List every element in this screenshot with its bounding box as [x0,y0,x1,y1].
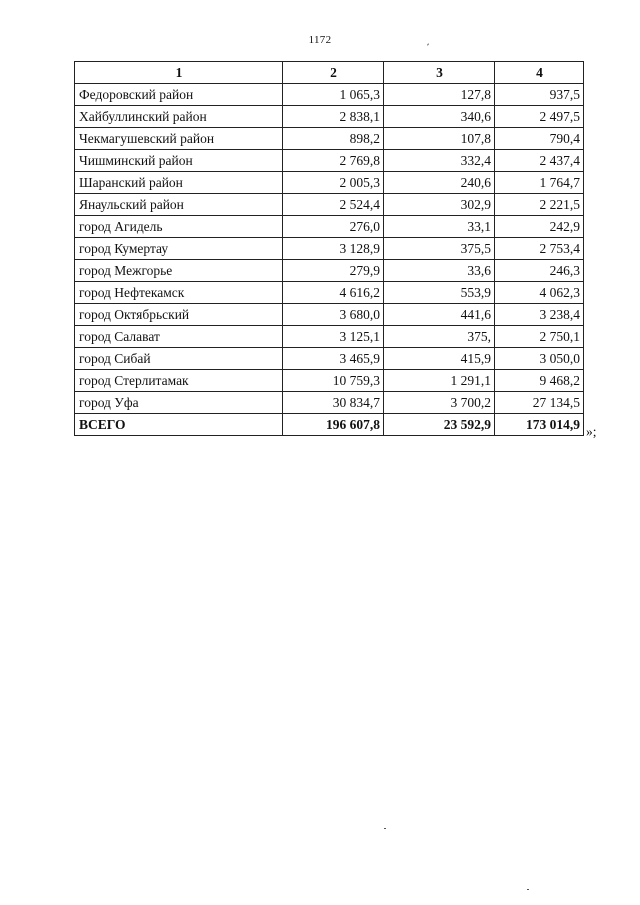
value-col4-cell: 27 134,5 [495,392,584,414]
table-row [75,348,584,370]
value-col2-cell: 2 005,3 [283,172,384,194]
region-name-cell: город Межгорье [75,260,283,282]
value-col2-cell: 3 680,0 [283,304,384,326]
value-col3-cell: 240,6 [384,172,495,194]
value-col4-cell: 1 764,7 [495,172,584,194]
closing-quote-mark: »; [586,424,597,439]
value-col3-cell: 332,4 [384,150,495,172]
region-name-cell: город Агидель [75,216,283,238]
value-col4-cell: 2 750,1 [495,326,584,348]
page-number: 1172 [308,34,332,46]
value-col3-cell: 302,9 [384,194,495,216]
region-name-cell: Федоровский район [75,84,283,106]
value-col2-cell: 1 065,3 [283,84,384,106]
value-col3-cell: 375,5 [384,238,495,260]
value-col3-cell: 33,1 [384,216,495,238]
value-col3-cell: 415,9 [384,348,495,370]
value-col2-cell: 276,0 [283,216,384,238]
region-name-cell: город Салават [75,326,283,348]
value-col4-cell: 4 062,3 [495,282,584,304]
value-col4-cell: 937,5 [495,84,584,106]
value-col2-cell: 898,2 [283,128,384,150]
value-col4-cell: 9 468,2 [495,370,584,392]
table-row [75,150,584,172]
data-table [74,61,584,436]
value-col4-cell: 2 221,5 [495,194,584,216]
total-value-cell: 173 014,9 [495,414,584,436]
region-name-cell: город Стерлитамак [75,370,283,392]
value-col2-cell: 4 616,2 [283,282,384,304]
region-name-cell: Чекмагушевский район [75,128,283,150]
value-col3-cell: 1 291,1 [384,370,495,392]
column-header-2: 2 [283,62,384,84]
value-col2-cell: 2 838,1 [283,106,384,128]
region-name-cell: Янаульский район [75,194,283,216]
table-row [75,326,584,348]
total-row [75,414,584,436]
value-col2-cell: 279,9 [283,260,384,282]
total-label-cell: ВСЕГО [75,414,283,436]
table-row [75,304,584,326]
value-col3-cell: 340,6 [384,106,495,128]
value-col4-cell: 2 497,5 [495,106,584,128]
value-col2-cell: 30 834,7 [283,392,384,414]
value-col2-cell: 3 465,9 [283,348,384,370]
region-name-cell: город Уфа [75,392,283,414]
region-name-cell: город Кумертау [75,238,283,260]
region-name-cell: город Сибай [75,348,283,370]
value-col3-cell: 127,8 [384,84,495,106]
table-row [75,238,584,260]
table-row [75,216,584,238]
region-name-cell: город Октябрьский [75,304,283,326]
value-col4-cell: 246,3 [495,260,584,282]
value-col3-cell: 441,6 [384,304,495,326]
value-col4-cell: 2 437,4 [495,150,584,172]
value-col2-cell: 2 769,8 [283,150,384,172]
total-value-cell: 23 592,9 [384,414,495,436]
region-name-cell: Хайбуллинский район [75,106,283,128]
value-col2-cell: 3 125,1 [283,326,384,348]
table-row [75,172,584,194]
header-row [75,62,584,84]
table-body [75,84,584,436]
table-row [75,128,584,150]
total-value-cell: 196 607,8 [283,414,384,436]
table-row [75,194,584,216]
table-row [75,260,584,282]
value-col4-cell: 790,4 [495,128,584,150]
table-row [75,370,584,392]
value-col2-cell: 3 128,9 [283,238,384,260]
scan-speck [527,889,529,890]
region-name-cell: Чишминский район [75,150,283,172]
column-header-4: 4 [495,62,584,84]
value-col4-cell: 3 050,0 [495,348,584,370]
scan-speck [384,828,386,829]
value-col3-cell: 553,9 [384,282,495,304]
region-name-cell: Шаранский район [75,172,283,194]
region-name-cell: город Нефтекамск [75,282,283,304]
value-col3-cell: 3 700,2 [384,392,495,414]
value-col4-cell: 3 238,4 [495,304,584,326]
column-header-3: 3 [384,62,495,84]
value-col3-cell: 33,6 [384,260,495,282]
value-col3-cell: 107,8 [384,128,495,150]
table-row [75,106,584,128]
value-col3-cell: 375, [384,326,495,348]
value-col2-cell: 2 524,4 [283,194,384,216]
value-col4-cell: 2 753,4 [495,238,584,260]
table-row [75,84,584,106]
value-col2-cell: 10 759,3 [283,370,384,392]
table-row [75,282,584,304]
column-header-1: 1 [75,62,283,84]
table-row [75,392,584,414]
value-col4-cell: 242,9 [495,216,584,238]
